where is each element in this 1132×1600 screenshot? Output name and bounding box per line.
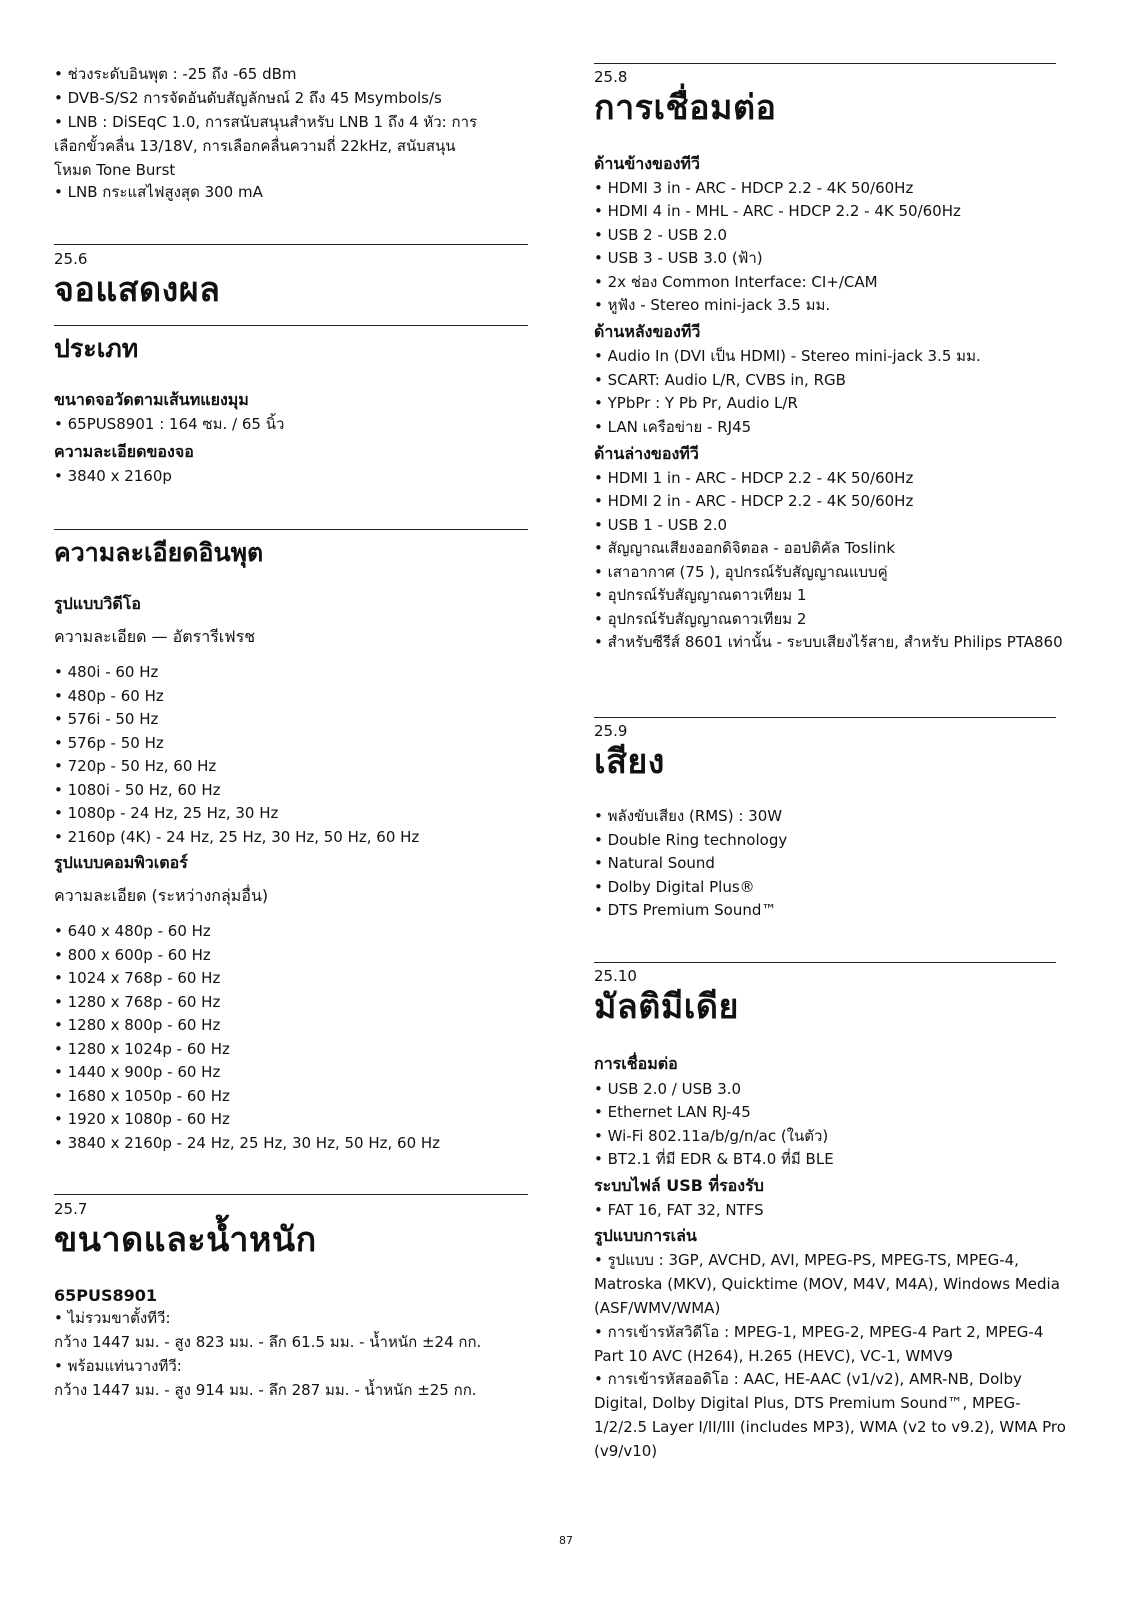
list-item: • 640 x 480p - 60 Hz xyxy=(54,919,211,943)
section-title: เสียง xyxy=(594,742,665,782)
list-item: • พร้อมแท่นวางทีวี: xyxy=(54,1354,182,1378)
section-number: 25.9 xyxy=(594,722,628,740)
list-item: • 1440 x 900p - 60 Hz xyxy=(54,1060,220,1084)
list-item: • สำหรับซีรีส์ 8601 เท่านั้น - ระบบเสียงไร้สาย, สำหรับ Philips PTA860 xyxy=(594,630,1069,654)
field-label: การเชื่อมต่อ xyxy=(594,1054,678,1073)
list-item: • HDMI 4 in - MHL - ARC - HDCP 2.2 - 4K 50/60Hz xyxy=(594,199,961,223)
field-label: ระบบไฟล์ USB ที่รองรับ xyxy=(594,1176,764,1195)
section-divider xyxy=(594,962,1056,963)
section-divider xyxy=(594,717,1056,718)
section-title: การเชื่อมต่อ xyxy=(594,88,777,128)
list-item: • 2160p (4K) - 24 Hz, 25 Hz, 30 Hz, 50 Hz, 60 Hz xyxy=(54,825,419,849)
list-item: • 576i - 50 Hz xyxy=(54,707,158,731)
list-item: • LNB : DiSEqC 1.0, การสนับสนุนสำหรับ LNB 1 ถึง 4 หัว: การเลือกขั้วคลื่น 13/18V, การเลือกคลื่นความถี่ 22kHz, สนับสนุนโหมด Tone Burst xyxy=(54,110,484,182)
list-item: • USB 3 - USB 3.0 (ฟ้า) xyxy=(594,246,763,270)
list-item: • HDMI 3 in - ARC - HDCP 2.2 - 4K 50/60Hz xyxy=(594,176,913,200)
list-item: • LAN เครือข่าย - RJ45 xyxy=(594,415,751,439)
list-item: • DVB-S/S2 การจัดอันดับสัญลักษณ์ 2 ถึง 45 Msymbols/s xyxy=(54,86,442,110)
list-item: • รูปแบบ : 3GP, AVCHD, AVI, MPEG-PS, MPEG-TS, MPEG-4, Matroska (MKV), Quicktime (MOV, M4V, M4A), Windows Media (ASF/WMV/WMA) xyxy=(594,1248,1069,1320)
list-item: • ช่วงระดับอินพุต : -25 ถึง -65 dBm xyxy=(54,62,297,86)
field-label: รูปแบบวิดีโอ xyxy=(54,594,141,613)
list-item: • Dolby Digital Plus® xyxy=(594,875,755,899)
field-label: ด้านหลังของทีวี xyxy=(594,322,701,341)
list-item: • 1080i - 50 Hz, 60 Hz xyxy=(54,778,220,802)
list-item: • DTS Premium Sound™ xyxy=(594,898,776,922)
list-item: • 1280 x 800p - 60 Hz xyxy=(54,1013,220,1037)
section-divider xyxy=(54,325,528,326)
dimension-value: กว้าง 1447 มม. - สูง 914 มม. - ลึก 287 มม. - น้ำหนัก ±25 กก. xyxy=(54,1381,477,1399)
section-number: 25.6 xyxy=(54,250,88,268)
list-item: • HDMI 2 in - ARC - HDCP 2.2 - 4K 50/60Hz xyxy=(594,489,913,513)
field-label: ขนาดจอวัดตามเส้นทแยงมุม xyxy=(54,390,249,409)
section-title: มัลติมีเดีย xyxy=(594,987,739,1027)
list-item: • 480p - 60 Hz xyxy=(54,684,164,708)
field-label: รูปแบบคอมพิวเตอร์ xyxy=(54,853,188,872)
list-item: • FAT 16, FAT 32, NTFS xyxy=(594,1198,764,1222)
list-item: • 720p - 50 Hz, 60 Hz xyxy=(54,754,216,778)
list-item: • 65PUS8901 : 164 ซม. / 65 นิ้ว xyxy=(54,412,284,436)
list-item: • 3840 x 2160p - 24 Hz, 25 Hz, 30 Hz, 50 Hz, 60 Hz xyxy=(54,1131,440,1155)
list-item: • 1920 x 1080p - 60 Hz xyxy=(54,1107,230,1131)
list-item: • Audio In (DVI เป็น HDMI) - Stereo mini-jack 3.5 มม. xyxy=(594,344,981,368)
page-number: 87 xyxy=(559,1534,573,1547)
list-item: • 1024 x 768p - 60 Hz xyxy=(54,966,220,990)
dimension-value: กว้าง 1447 มม. - สูง 823 มม. - ลึก 61.5 มม. - น้ำหนัก ±24 กก. xyxy=(54,1333,482,1351)
list-item: • สัญญาณเสียงออกดิจิตอล - ออปติคัล Toslink xyxy=(594,536,895,560)
list-item: • SCART: Audio L/R, CVBS in, RGB xyxy=(594,368,846,392)
list-item: • ไม่รวมขาตั้งทีวี: xyxy=(54,1306,171,1330)
list-item: • พลังขับเสียง (RMS) : 30W xyxy=(594,804,782,828)
section-title: จอแสดงผล xyxy=(54,270,221,310)
section-number: 25.8 xyxy=(594,68,628,86)
caption: ความละเอียด (ระหว่างกลุ่มอื่น) xyxy=(54,886,269,905)
list-item: • HDMI 1 in - ARC - HDCP 2.2 - 4K 50/60Hz xyxy=(594,466,913,490)
list-item: • LNB กระแสไฟสูงสุด 300 mA xyxy=(54,180,263,204)
list-item: • 576p - 50 Hz xyxy=(54,731,164,755)
list-item: • อุปกรณ์รับสัญญาณดาวเทียม 1 xyxy=(594,583,806,607)
list-item: • 1280 x 1024p - 60 Hz xyxy=(54,1037,230,1061)
subsection-title: ความละเอียดอินพุต xyxy=(54,538,264,567)
field-label: ความละเอียดของจอ xyxy=(54,442,194,461)
list-item: • Ethernet LAN RJ-45 xyxy=(594,1100,751,1124)
list-item: • เสาอากาศ (75 ), อุปกรณ์รับสัญญาณแบบคู่ xyxy=(594,560,888,584)
list-item: • 1280 x 768p - 60 Hz xyxy=(54,990,220,1014)
field-label: ด้านข้างของทีวี xyxy=(594,154,700,173)
list-item: • Double Ring technology xyxy=(594,828,787,852)
list-item: • 2x ช่อง Common Interface: CI+/CAM xyxy=(594,270,878,294)
list-item: • 1080p - 24 Hz, 25 Hz, 30 Hz xyxy=(54,801,278,825)
field-label: รูปแบบการเล่น xyxy=(594,1226,697,1245)
list-item: • หูฟัง - Stereo mini-jack 3.5 มม. xyxy=(594,293,830,317)
list-item: • USB 2.0 / USB 3.0 xyxy=(594,1077,741,1101)
list-item: • YPbPr : Y Pb Pr, Audio L/R xyxy=(594,391,798,415)
section-divider xyxy=(54,244,528,245)
list-item: • 480i - 60 Hz xyxy=(54,660,158,684)
model-name: 65PUS8901 xyxy=(54,1286,158,1305)
list-item: • อุปกรณ์รับสัญญาณดาวเทียม 2 xyxy=(594,607,806,631)
list-item: • USB 1 - USB 2.0 xyxy=(594,513,727,537)
section-number: 25.10 xyxy=(594,967,637,985)
section-title: ขนาดและน้ำหนัก xyxy=(54,1220,317,1260)
section-divider xyxy=(54,529,528,530)
section-divider xyxy=(54,1194,528,1195)
list-item: • 800 x 600p - 60 Hz xyxy=(54,943,211,967)
list-item: • Wi-Fi 802.11a/b/g/n/ac (ในตัว) xyxy=(594,1124,828,1148)
caption: ความละเอียด — อัตรารีเฟรช xyxy=(54,627,256,646)
list-item: • Natural Sound xyxy=(594,851,715,875)
list-item: • BT2.1 ที่มี EDR & BT4.0 ที่มี BLE xyxy=(594,1147,834,1171)
subsection-title: ประเภท xyxy=(54,334,139,363)
list-item: • 1680 x 1050p - 60 Hz xyxy=(54,1084,230,1108)
list-item: • USB 2 - USB 2.0 xyxy=(594,223,727,247)
field-label: ด้านล่างของทีวี xyxy=(594,444,699,463)
list-item: • การเข้ารหัสวิดีโอ : MPEG-1, MPEG-2, MPEG-4 Part 2, MPEG-4 Part 10 AVC (H264), H.265 (HEVC), VC-1, WMV9 xyxy=(594,1320,1069,1368)
section-divider xyxy=(594,63,1056,64)
section-number: 25.7 xyxy=(54,1200,88,1218)
list-item: • การเข้ารหัสออดิโอ : AAC, HE-AAC (v1/v2), AMR-NB, Dolby Digital, Dolby Digital Plus, DTS Premium Sound™, MPEG-1/2/2.5 Layer I/II/III (includes MP3), WMA (v2 to v9.2), WMA Pro (v9/v10) xyxy=(594,1367,1069,1463)
list-item: • 3840 x 2160p xyxy=(54,464,172,488)
